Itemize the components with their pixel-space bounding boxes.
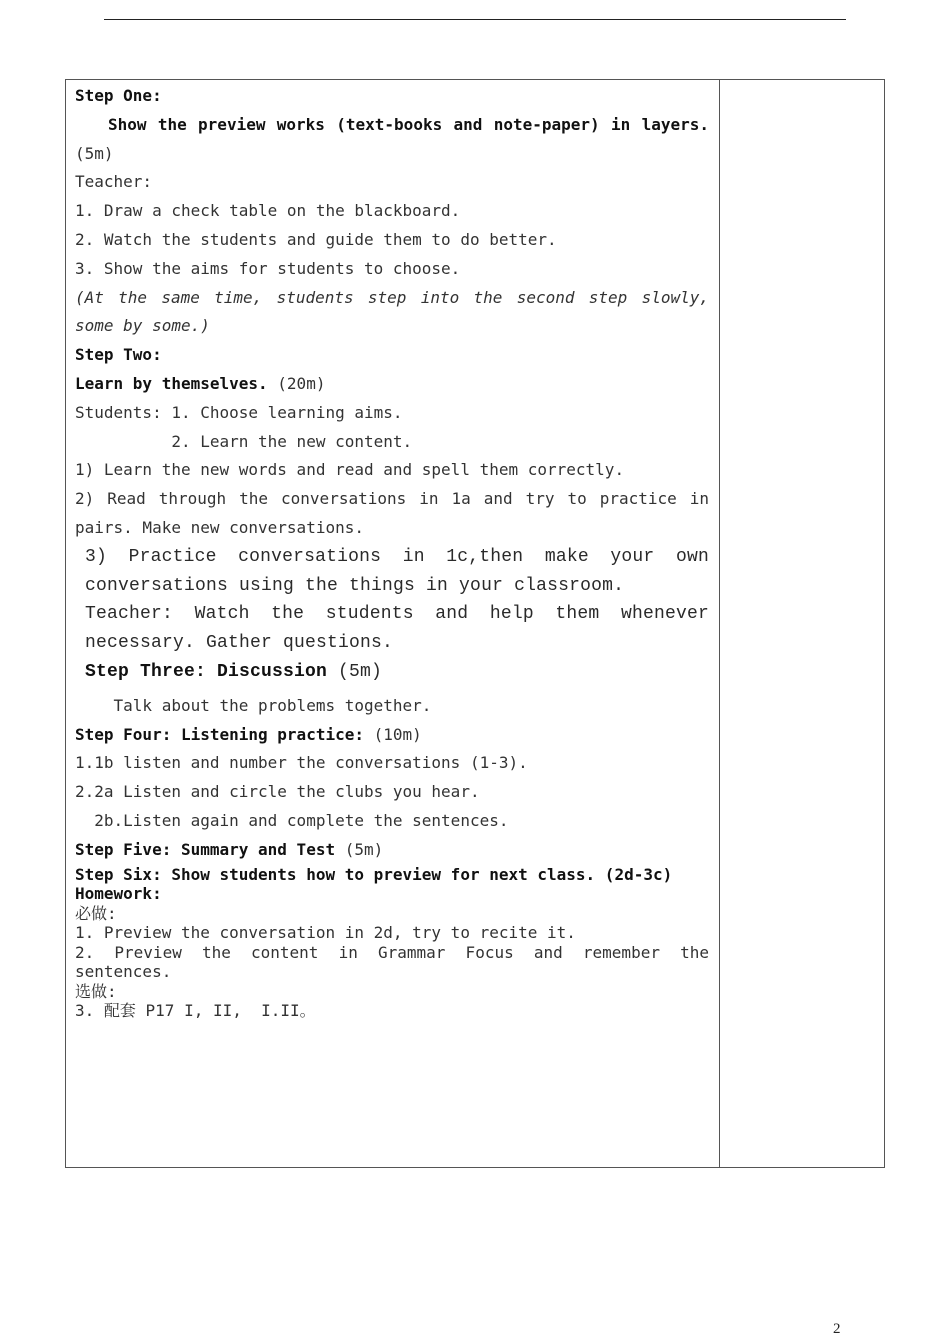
teacher-label: Teacher: — [75, 172, 153, 192]
step-four — [75, 721, 709, 750]
step-three — [75, 658, 709, 687]
step-two-learn — [75, 370, 709, 399]
learn-item-3-cont: conversations using the things in your classroom. — [85, 575, 625, 596]
listen-2: 2.2a Listen and circle the clubs you hear. — [75, 782, 480, 802]
homework-2: 2. Preview the content in Grammar Focus and remember the — [75, 942, 709, 962]
step-five-time: (5m) — [335, 839, 384, 859]
page-number: 2 — [833, 1321, 841, 1337]
step-one-show: Show the preview works (text-books and note-paper) in layers. — [108, 114, 709, 134]
step-two-learn-label: Learn by themselves. — [75, 373, 268, 393]
step-five-label: Step Five: Summary and Test — [75, 839, 336, 859]
step-five — [75, 836, 709, 865]
step-two-title: Step Two: — [75, 345, 162, 365]
learn-item-1: 1) Learn the new words and read and spell them correctly. — [75, 460, 625, 480]
teacher-task-1: 1. Draw a check table on the blackboard. — [75, 201, 461, 221]
step-two-learn-time: (20m) — [267, 373, 326, 393]
listen-3: 2b.Listen again and complete the sentences. — [75, 810, 509, 830]
lesson-content — [75, 82, 709, 1021]
optional-label: 选做: — [75, 981, 117, 1001]
teacher-watch-cont: necessary. Gather questions. — [85, 633, 394, 654]
learn-item-3: 3) Practice conversations in 1c,then make your own — [85, 546, 709, 567]
step-six: Step Six: Show students how to preview for next class. (2d-3c) — [75, 864, 673, 884]
step-four-time: (10m) — [363, 724, 422, 744]
step-three-time: (5m) — [327, 661, 383, 682]
talk-problems: Talk about the problems together. — [75, 695, 432, 715]
students-learn: 2. Learn the new content. — [75, 431, 413, 451]
note-line-2: some by some.) — [75, 316, 210, 336]
teacher-task-2: 2. Watch the students and guide them to do better. — [75, 229, 557, 249]
students-choose: Students: 1. Choose learning aims. — [75, 402, 403, 422]
step-one-title: Step One: — [75, 86, 162, 105]
step-three-label: Step Three: Discussion — [85, 661, 328, 682]
teacher-watch: Teacher: Watch the students and help them whenever — [85, 604, 709, 625]
listen-1: 1.1b listen and number the conversations (1-3). — [75, 753, 528, 773]
learn-item-2: 2) Read through the conversations in 1a and try to practice in — [75, 489, 709, 509]
column-divider — [719, 80, 720, 1167]
homework-2-cont: sentences. — [75, 962, 172, 982]
header-rule — [104, 19, 846, 20]
homework-label: Homework: — [75, 884, 162, 904]
note-line-1: (At the same time, students step into the second step slowly, — [75, 287, 709, 307]
step-one-time: (5m) — [75, 143, 114, 163]
homework-1: 1. Preview the conversation in 2d, try to recite it. — [75, 923, 576, 943]
learn-item-2-cont: pairs. Make new conversations. — [75, 517, 364, 537]
required-label: 必做: — [75, 903, 117, 923]
homework-3: 3. 配套 P17 I, II, I.II。 — [75, 1001, 316, 1021]
teacher-task-3: 3. Show the aims for students to choose. — [75, 258, 461, 278]
lesson-table — [65, 79, 885, 1168]
step-four-label: Step Four: Listening practice: — [75, 724, 364, 744]
